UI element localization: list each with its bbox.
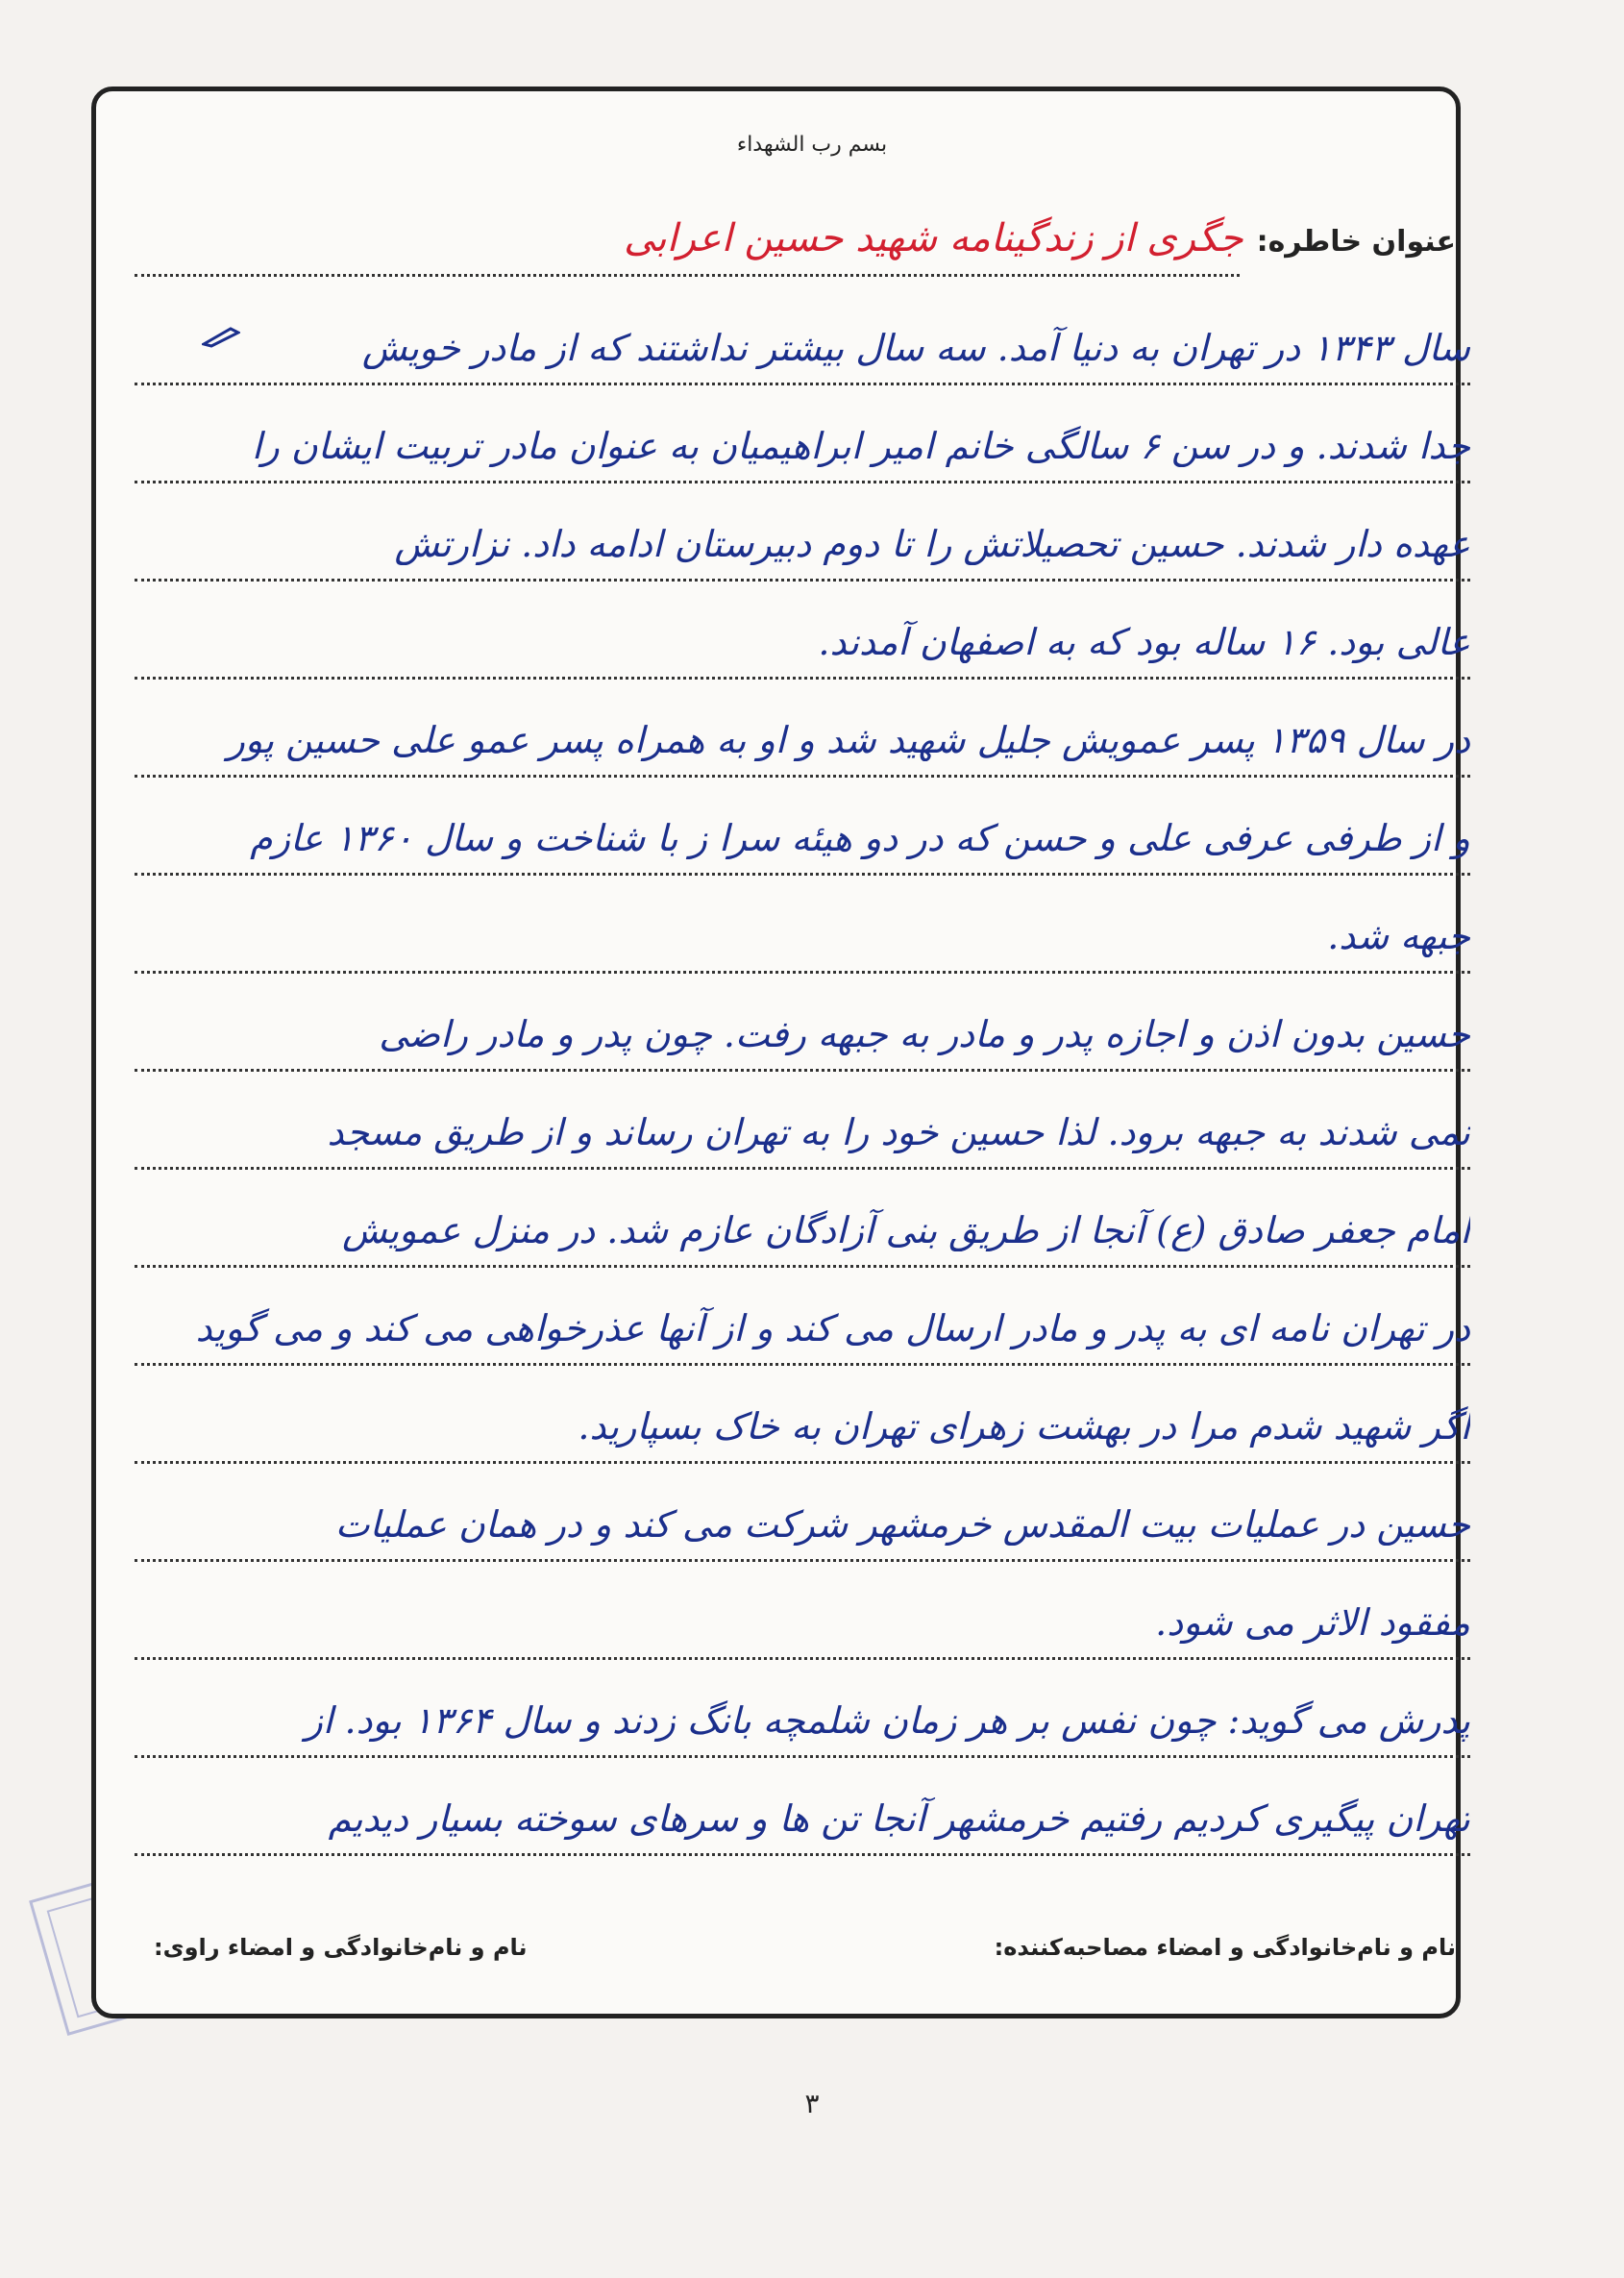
ruled-dotline bbox=[135, 1559, 1470, 1562]
signature-footer bbox=[154, 1934, 1456, 1961]
ruled-dotline bbox=[135, 677, 1470, 680]
ruled-dotline bbox=[135, 1069, 1470, 1072]
handwritten-line: امام جعفر صادق (ع) آنجا از طریق بنی آزادگان عازم شد. در منزل عمویش bbox=[342, 1209, 1470, 1251]
handwritten-line: عالی بود. ۱۶ ساله بود که به اصفهان آمدند. bbox=[818, 621, 1470, 663]
ruled-dotline bbox=[135, 873, 1470, 876]
handwritten-line: جبهه شد. bbox=[1327, 915, 1470, 957]
interviewer-signature-label: نام و نام‌خانوادگی و امضاء مصاحبه‌کننده: bbox=[994, 1934, 1456, 1961]
ruled-dotline bbox=[135, 1657, 1470, 1660]
ruled-dotline bbox=[135, 971, 1470, 974]
title-value: جگری از زندگینامه شهید حسین اعرابی bbox=[624, 216, 1243, 260]
handwritten-line: در تهران نامه ای به پدر و مادر ارسال می کند و از آنها عذرخواهی می کند و می گوید bbox=[195, 1307, 1470, 1349]
page-number: ۳ bbox=[804, 2088, 820, 2119]
ruled-dotline bbox=[135, 775, 1470, 778]
ruled-dotline bbox=[135, 1755, 1470, 1758]
handwritten-line: عهده دار شدند. حسین تحصیلاتش را تا دوم دبیرستان ادامه داد. نزارتش bbox=[394, 523, 1470, 565]
ruled-dotline bbox=[135, 383, 1470, 385]
handwritten-line: جدا شدند. و در سن ۶ سالگی خانم امیر ابراهیمیان به عنوان مادر تربیت ایشان را bbox=[251, 425, 1470, 467]
handwritten-line: حسین بدون اذن و اجازه پدر و مادر به جبهه رفت. چون پدر و مادر راضی bbox=[379, 1013, 1470, 1055]
handwritten-line: سال ۱۳۴۳ در تهران به دنیا آمد. سه سال بیشتر نداشتند که از مادر خویش bbox=[361, 327, 1470, 369]
handwritten-line: پدرش می گوید: چون نفس بر هر زمان شلمچه بانگ زدند و سال ۱۳۶۴ بود. از bbox=[305, 1699, 1470, 1742]
ruled-dotline bbox=[135, 481, 1470, 483]
handwritten-line: در سال ۱۳۵۹ پسر عمویش جلیل شهید شد و او به همراه پسر عمو علی حسین پور bbox=[227, 719, 1470, 761]
ruled-dotline bbox=[135, 1363, 1470, 1366]
handwritten-line: اگر شهید شدم مرا در بهشت زهرای تهران به خاک بسپارید. bbox=[578, 1405, 1470, 1448]
handwritten-line: مفقود الاثر می شود. bbox=[1155, 1601, 1470, 1644]
title-row bbox=[624, 216, 1456, 260]
ruled-dotline bbox=[135, 1265, 1470, 1268]
title-label: عنوان خاطره: bbox=[1256, 225, 1456, 259]
handwritten-line: نمی شدند به جبهه برود. لذا حسین خود را به تهران رساند و از طریق مسجد bbox=[327, 1111, 1470, 1153]
handwritten-line: و از طرفی عرفی علی و حسن که در دو هیئه سرا ز با شناخت و سال ۱۳۶۰ عازم bbox=[250, 817, 1470, 859]
ruled-dotline bbox=[135, 1853, 1470, 1856]
page-header: بسم رب الشهداء bbox=[736, 133, 888, 157]
handwritten-line: تهران پیگیری کردیم رفتیم خرمشهر آنجا تن ها و سرهای سوخته بسیار دیدیم bbox=[328, 1797, 1470, 1840]
title-dotline bbox=[135, 274, 1240, 277]
handwritten-line: حسین در عملیات بیت المقدس خرمشهر شرکت می کند و در همان عملیات bbox=[334, 1503, 1470, 1546]
ruled-dotline bbox=[135, 1461, 1470, 1464]
ruled-dotline bbox=[135, 579, 1470, 582]
narrator-signature-label: نام و نام‌خانوادگی و امضاء راوی: bbox=[154, 1934, 528, 1961]
ruled-dotline bbox=[135, 1167, 1470, 1170]
